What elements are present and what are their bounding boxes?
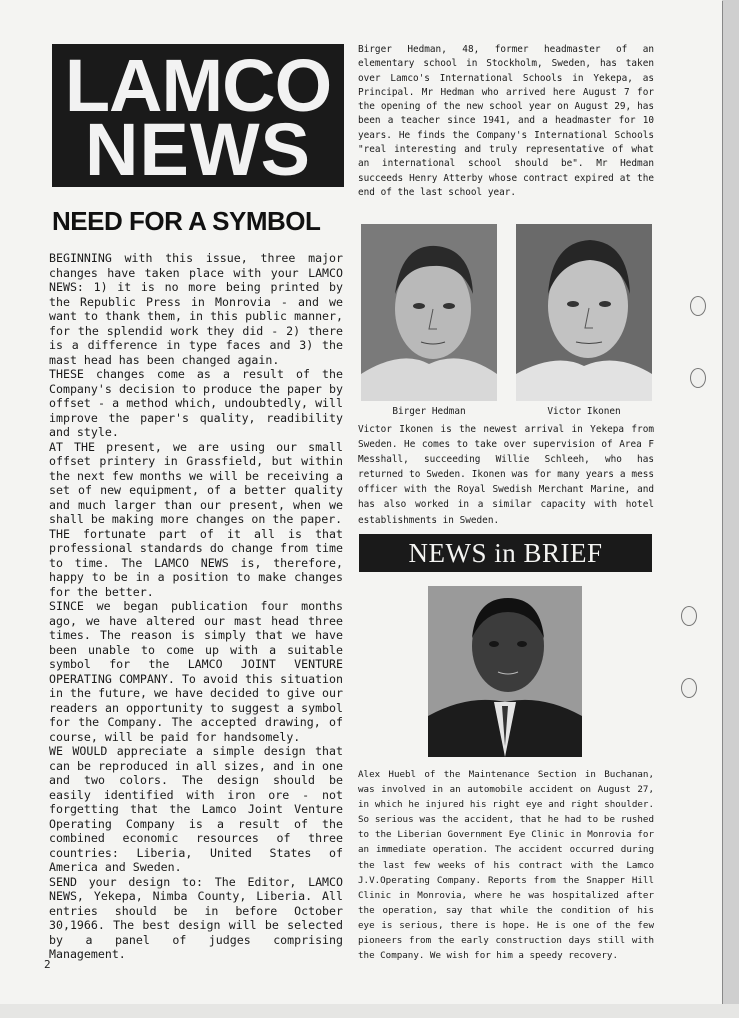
binder-hole [690, 368, 706, 388]
page-number: 2 [44, 958, 51, 971]
binder-hole [681, 606, 697, 626]
article-paragraph: THE fortunate part of it all is that professional standards do change from time to time. The LAMCO NEWS is, therefore, happy to be in a position to make changes for the better. [49, 526, 343, 599]
ikonen-article: Victor Ikonen is the newest arrival in Yekepa from Sweden. He comes to take over supervision of Area F Messhall, succeeding Willie Schleeh, who has returned to Sweden. Ikonen was for many years a mess officer with the Royal Swedish Merchant Marine, and has also worked in a similar capacity with hotel establishments in Sweden. [358, 424, 654, 526]
news-in-brief-banner: NEWS in BRIEF [359, 534, 652, 572]
caption-ikonen: Victor Ikonen [547, 406, 621, 417]
masthead [52, 44, 344, 191]
huebl-article: Alex Huebl of the Maintenance Section in Buchanan, was involved in an automobile accident on August 27, in which he injured his right eye and right shoulder. So serious was the accident, that he had to be rushed to the Liberian Government Eye Clinic in Monrovia for an immediate operation. The accident occurred during the last few weeks of his contract with the Lamco J.V.Operating Company. Reports from the Snapper Hill Clinic in Monrovia, where he was hospitalized after the operation, say that while the condition of his eye is serious, there is hope. He is one of the few pioneers from the early construction days still with the Company. We wish for him a speedy recovery. [358, 769, 654, 962]
hedman-article: Birger Hedman, 48, former headmaster of an elementary school in Stockholm, Sweden, has taken over Lamco's International Schools in Yekepa, as Principal. Mr Hedman who arrived here August 7 for the opening of the new school year on August 29, has been a teacher since 1941, and a headmaster for 10 years. He finds the Company's International Schools "real interesting and truly representative of what an international school should be". Mr Hedman succeeds Henry Atterby whose contract expired at the end of the last school year. [358, 44, 654, 198]
article-paragraph: THESE changes come as a result of the Company's decision to produce the paper by offset - a method which, undoubtedly, will improve the paper's quality, readibility and style. [49, 367, 343, 439]
huebl-photo [428, 586, 582, 757]
ikonen-photo [516, 224, 652, 401]
masthead-title-line2: NEWS [85, 108, 311, 191]
article-paragraph: BEGINNING with this issue, three major changes have taken place with your LAMCO NEWS: 1) it is no more being printed by the Republic Press in Monrovia - and we want to thank them, in this public manner, for the splendid work they did - 2) there is a difference in type faces and 3) the mast head has been changed again. [49, 251, 343, 367]
binder-hole [690, 296, 706, 316]
page-bottom-edge [0, 1004, 739, 1018]
symbol-article-body [49, 251, 343, 962]
hedman-photo [361, 224, 497, 401]
binder-hole [681, 678, 697, 698]
caption-hedman: Birger Hedman [392, 406, 466, 417]
article-headline: NEED FOR A SYMBOL [52, 206, 321, 236]
article-paragraph: WE WOULD appreciate a simple design that can be reproduced in all sizes, and in one and two colors. The design should be easily identified with iron ore - not forgetting that the Lamco Joint Venture Operating Company is a result of the combined economic resources of three countries: Liberia, United States of America and Sweden. [49, 744, 343, 874]
article-paragraph: SINCE we began publication four months ago, we have altered our mast head three times. The reason is simply that we have been unable to come up with a suitable symbol for the LAMCO JOINT VENTURE OPERATING COMPANY. To avoid this situation in the future, we have decided to give our readers an opportunity to suggest a symbol for the Company. The accepted drawing, of course, will be paid for handsomely. [49, 599, 343, 744]
article-paragraph: AT THE present, we are using our small offset printery in Grassfield, but within the next few months we will be receiving a set of new equipment, of a better quality and much larger than our present, when we shall be making more changes on the paper. [49, 439, 343, 526]
article-paragraph: SEND your design to: The Editor, LAMCO NEWS, Yekepa, Nimba County, Liberia. All entries should be in before October 30,1966. The best design will be selected by a panel of judges comprising Management. [49, 874, 343, 961]
masthead-title-line1: LAMCO [64, 44, 332, 127]
